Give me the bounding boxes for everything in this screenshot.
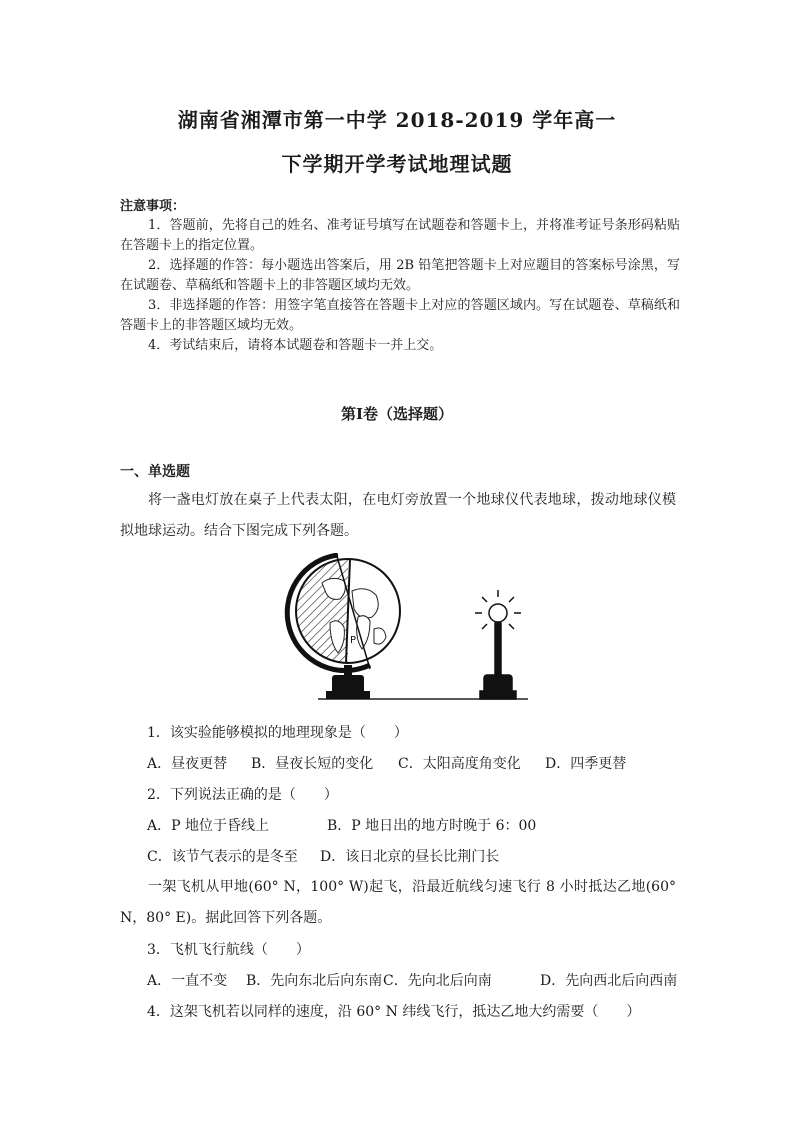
passage-1: 将一盏电灯放在桌子上代表太阳，在电灯旁放置一个地球仪代表地球，拨动地球仪模拟地球运动。结合下图完成下列各题。 xyxy=(120,492,676,539)
notice-item: 2．选择题的作答：每小题选出答案后，用 2B 铅笔把答题卡上对应题目的答案标号涂黑，写在试题卷、草稿纸和答题卡上的非答题区域均无效。 xyxy=(120,258,680,293)
q3-option-d: D．先向西北后向西南 xyxy=(540,973,678,989)
notice-list xyxy=(120,216,680,356)
notice-item: 3．非选择题的作答：用签字笔直接答在答题卡上对应的答题区域内。写在试题卷、草稿纸和答题卡上的非答题区域均无效。 xyxy=(120,298,680,333)
exam-title-line2: 下学期开学考试地理试题 xyxy=(281,152,513,176)
point-p-label: P xyxy=(350,635,357,646)
q1-option-b: B．昼夜长短的变化 xyxy=(251,756,374,772)
notice-item: 4．考试结束后，请将本试题卷和答题卡一并上交。 xyxy=(148,338,443,353)
question-section-heading: 一、单选题 xyxy=(120,464,190,480)
notice-item: 1．答题前，先将自己的姓名、准考证号填写在试题卷和答题卡上，并将准考证号条形码粘贴在答题卡上的指定位置。 xyxy=(120,218,680,253)
q2-option-b: B．P 地日出的地方时晚于 6：00 xyxy=(327,818,537,834)
question-4-stem: 4．这架飞机若以同样的速度，沿 60° N 纬线飞行，抵达乙地大约需要（ ） xyxy=(147,1004,641,1020)
notice-heading: 注意事项： xyxy=(120,199,186,214)
q3-option-b: B．先向东北后向东南 xyxy=(246,973,383,989)
q3-option-c: C．先向北后向南 xyxy=(383,973,492,989)
q2-option-d: D．该日北京的昼长比荆门长 xyxy=(320,849,500,865)
q2-option-a: A．P 地位于昏线上 xyxy=(147,818,269,834)
lamp xyxy=(475,590,521,699)
globe-lamp-figure xyxy=(278,553,538,703)
question-3-stem: 3．飞机飞行航线（ ） xyxy=(147,942,310,958)
question-1-stem: 1．该实验能够模拟的地理现象是（ ） xyxy=(147,725,408,741)
q3-option-a: A．一直不变 xyxy=(147,973,228,989)
q1-option-d: D．四季更替 xyxy=(545,756,627,772)
q2-option-c: C．该节气表示的是冬至 xyxy=(147,849,298,865)
q1-option-c: C．太阳高度角变化 xyxy=(398,756,521,772)
passage-2: 一架飞机从甲地(60° N，100° W)起飞，沿最近航线匀速飞行 8 小时抵达乙地(60° N，80° E)。据此回答下列各题。 xyxy=(120,879,676,926)
section-title: 第Ⅰ卷（选择题） xyxy=(340,405,454,423)
q1-option-a: A．昼夜更替 xyxy=(147,756,228,772)
question-2-stem: 2．下列说法正确的是（ ） xyxy=(147,787,338,803)
exam-title-line1: 湖南省湘潭市第一中学 2018-2019 学年高一 xyxy=(177,108,617,132)
